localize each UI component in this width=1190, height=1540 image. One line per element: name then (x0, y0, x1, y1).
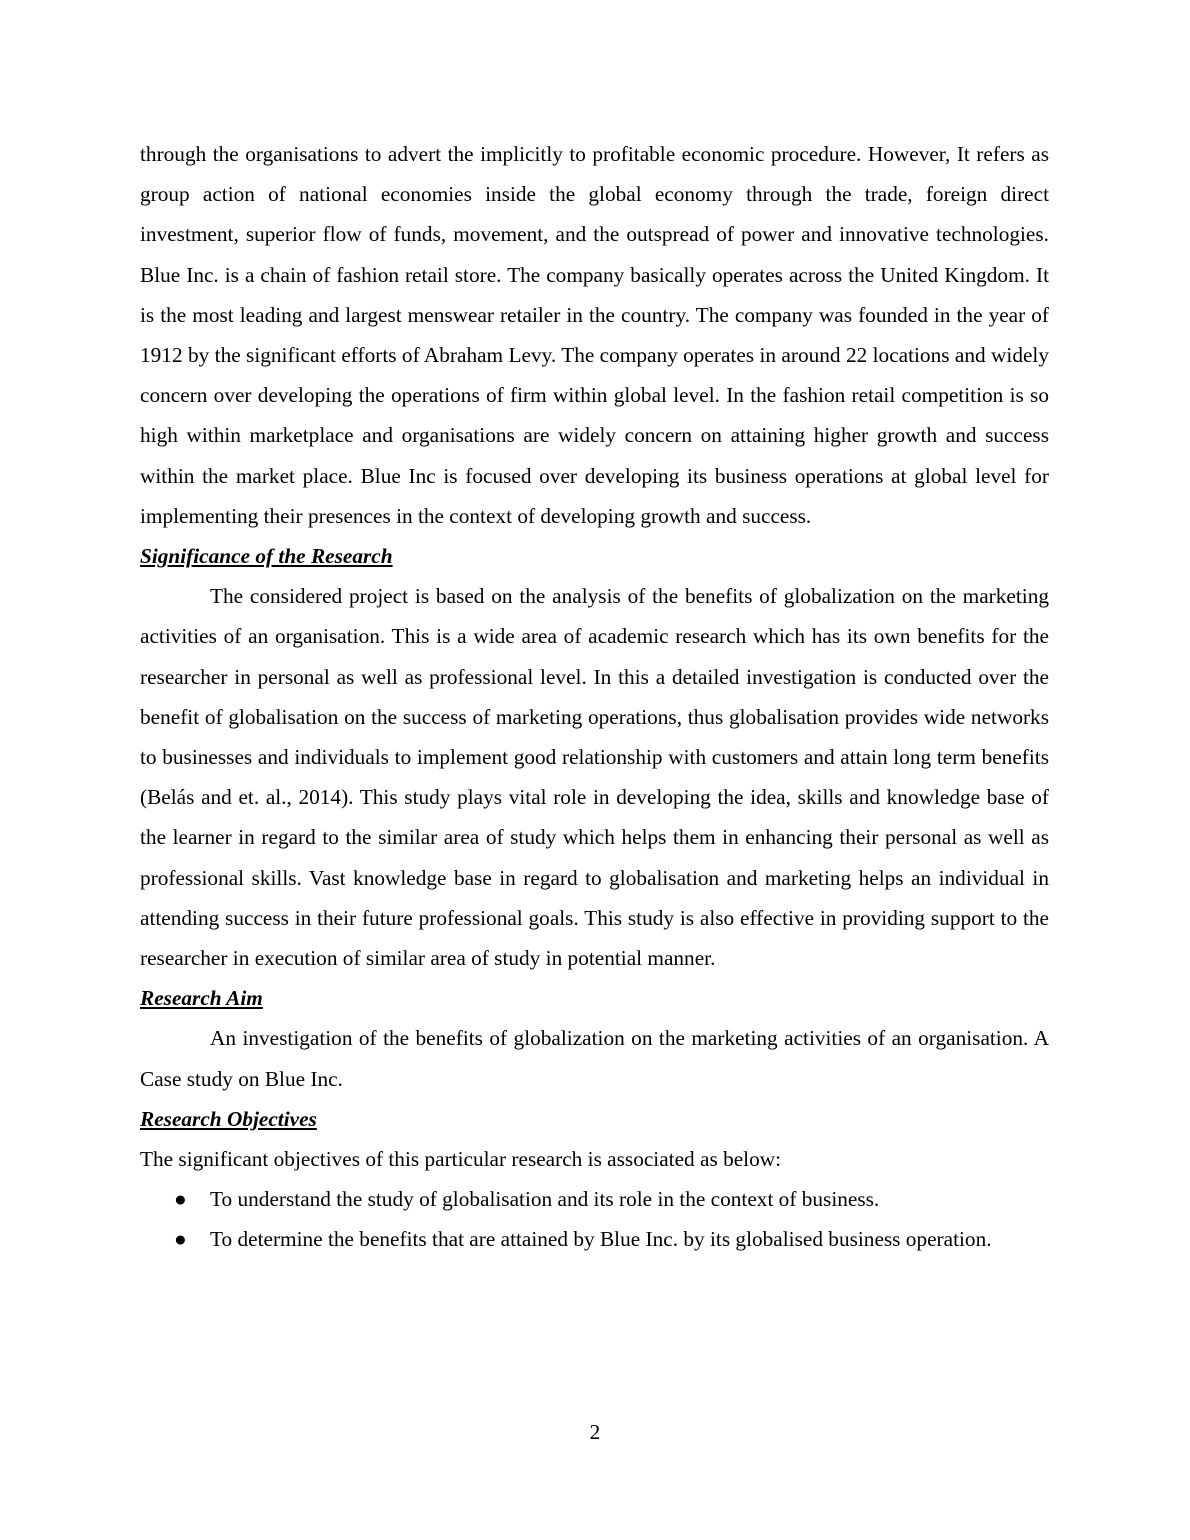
list-item-text: To understand the study of globalisation and its role in the context of business. (210, 1187, 880, 1212)
aim-paragraph: An investigation of the benefits of globalization on the marketing activities of an organisation. A Case study on Blue Inc. (140, 1026, 1049, 1091)
aim-heading: Research Aim (140, 986, 263, 1011)
list-item (140, 1219, 1049, 1259)
intro-paragraph: through the organisations to advert the implicitly to profitable economic procedure. However, It refers as group action of national economies inside the global economy through the trade, foreign direct investment, superior flow of funds, movement, and the outspread of power and innovative technologies. Blue Inc. is a chain of fashion retail store. The company basically operates across the United Kingdom. It is the most leading and largest menswear retailer in the country. The company was founded in the year of 1912 by the significant efforts of Abraham Levy. The company operates in around 22 locations and widely concern over developing the operations of firm within global level. In the fashion retail competition is so high within marketplace and organisations are widely concern on attaining higher growth and success within the market place. Blue Inc is focused over developing its business operations at global level for implementing their presences in the context of developing growth and success. (140, 142, 1049, 528)
objectives-intro: The significant objectives of this particular research is associated as below: (140, 1147, 782, 1172)
document-page (140, 134, 1049, 1260)
list-item-text: To determine the benefits that are attained by Blue Inc. by its globalised business operation. (210, 1227, 992, 1252)
significance-heading: Significance of the Research (140, 544, 393, 569)
objectives-heading: Research Objectives (140, 1106, 317, 1131)
page-number: 2 (589, 1420, 601, 1444)
significance-paragraph: The considered project is based on the analysis of the benefits of globalization on the marketing activities of an organisation. This is a wide area of academic research which has its own benefits for the researcher in personal as well as professional level. In this a detailed investigation is conducted over the benefit of globalisation on the success of marketing operations, thus globalisation provides wide networks to businesses and individuals to implement good relationship with customers and attain long term benefits (Belás and et. al., 2014). This study plays vital role in developing the idea, skills and knowledge base of the learner in regard to the similar area of study which helps them in enhancing their personal as well as professional skills. Vast knowledge base in regard to globalisation and marketing helps an individual in attending success in their future professional goals. This study is also effective in providing support to the researcher in execution of similar area of study in potential manner. (140, 584, 1049, 971)
list-item (140, 1179, 1049, 1219)
objectives-list (140, 1179, 1049, 1259)
bullet-icon: ● (174, 1227, 187, 1252)
bullet-icon: ● (174, 1187, 187, 1212)
